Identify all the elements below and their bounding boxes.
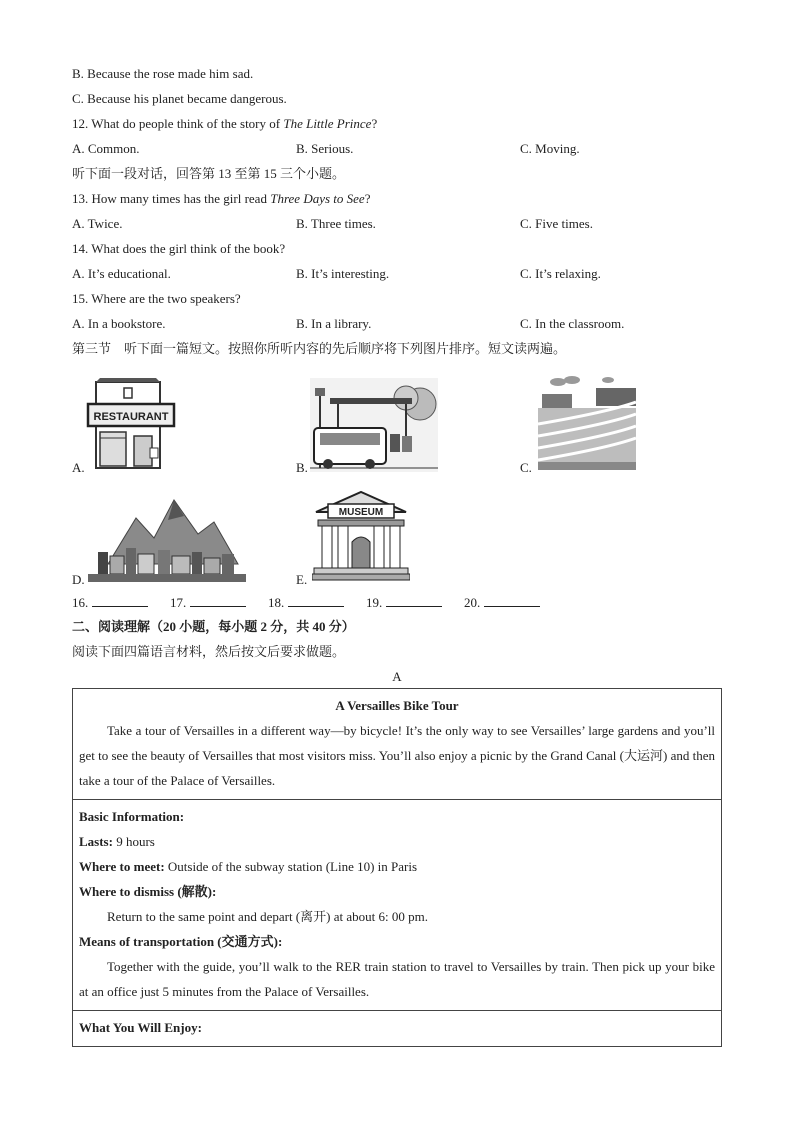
lasts-value: 9 hours <box>112 834 155 849</box>
question-13 <box>72 191 370 207</box>
q12-end: ? <box>371 116 378 131</box>
q13-option-a: A. Twice. <box>72 216 123 231</box>
dismiss-value: Return to the same point and depart (离开) at about 6: 00 pm. <box>107 909 428 924</box>
picture-c-label: C. <box>520 460 532 475</box>
instruction-13-15: 听下面一段对话，回答第 13 至第 15 三个小题。 <box>72 166 346 181</box>
meet-value: Outside of the subway station (Line 10) in Paris <box>164 859 418 874</box>
transport-label: Means of transportation (交通方式): <box>79 934 283 949</box>
lasts-label: Lasts: <box>79 834 113 849</box>
answer-blank-17[interactable] <box>170 594 246 611</box>
option-c-line: C. Because his planet became dangerous. <box>72 91 287 106</box>
picture-a-label: A. <box>72 460 85 475</box>
tour-info-table <box>72 688 722 1047</box>
question-12 <box>72 116 377 132</box>
q12-text: 12. What do people think of the story of <box>72 116 284 131</box>
museum-picture <box>312 490 410 582</box>
q13-title: Three Days to See <box>270 191 365 206</box>
q13-option-c: C. Five times. <box>520 216 593 231</box>
q13-option-b: B. Three times. <box>296 216 376 231</box>
answer-blank-20[interactable] <box>464 594 540 611</box>
tour-intro-cell <box>73 689 722 800</box>
enjoy-label: What You Will Enjoy: <box>79 1020 202 1035</box>
question-14: 14. What does the girl think of the book? <box>72 241 286 256</box>
tour-intro: Take a tour of Versailles in a different way—by bicycle! It’s the only way to see Versailles’ large gardens and you’ll get to see the beauty of Versailles that most visitors miss. You’ll also enjoy a picnic by the Grand Canal (大运河) and then take a tour of the Palace of Versailles. <box>79 723 715 788</box>
q13-end: ? <box>364 191 371 206</box>
part-2-instruction: 阅读下面四篇语言材料，然后按文后要求做题。 <box>72 644 346 659</box>
restaurant-sign: RESTAURANT <box>93 411 169 423</box>
option-b-line: B. Because the rose made him sad. <box>72 66 254 81</box>
q13-text: 13. How many times has the girl read <box>72 191 271 206</box>
q12-option-b: B. Serious. <box>296 141 354 156</box>
stadium-track-picture <box>538 374 636 470</box>
tour-enjoy-cell <box>73 1011 722 1047</box>
q14-option-c: C. It’s relaxing. <box>520 266 601 281</box>
dismiss-label: Where to dismiss (解散): <box>79 884 217 899</box>
answer-blank-18[interactable] <box>268 594 344 611</box>
question-15: 15. Where are the two speakers? <box>72 291 241 306</box>
transport-value: Together with the guide, you’ll walk to the RER train station to travel to Versailles by train. Then pick up your bike at an office just 5 minutes from the Palace of Versailles. <box>79 959 715 999</box>
bus-stop-picture <box>310 378 438 472</box>
blank-number: 20. <box>464 595 481 610</box>
q12-option-c: C. Moving. <box>520 141 580 156</box>
q15-option-c: C. In the classroom. <box>520 316 625 331</box>
blank-number: 19. <box>366 595 383 610</box>
section-3-instruction: 第三节 听下面一篇短文。按照你所听内容的先后顺序将下列图片排序。短文读两遍。 <box>72 341 567 356</box>
picture-b-label: B. <box>296 460 308 475</box>
museum-sign: MUSEUM <box>338 507 384 518</box>
tour-details-cell <box>73 800 722 1011</box>
q12-title: The Little Prince <box>283 116 372 131</box>
restaurant-picture <box>86 376 176 472</box>
q15-option-b: B. In a library. <box>296 316 372 331</box>
passage-label: A <box>392 669 402 684</box>
q12-option-a: A. Common. <box>72 141 140 156</box>
meet-label: Where to meet: <box>79 859 165 874</box>
mountain-town-picture <box>88 494 246 582</box>
q14-option-a: A. It’s educational. <box>72 266 171 281</box>
q15-option-a: A. In a bookstore. <box>72 316 166 331</box>
basic-info-label: Basic Information: <box>79 809 185 824</box>
part-2-heading: 二、阅读理解（20 小题，每小题 2 分，共 40 分） <box>72 619 355 634</box>
blank-number: 17. <box>170 595 187 610</box>
tour-title: A Versailles Bike Tour <box>335 698 459 713</box>
blank-number: 18. <box>268 595 285 610</box>
answer-blank-19[interactable] <box>366 594 442 611</box>
picture-e-label: E. <box>296 572 308 587</box>
answer-blank-16[interactable] <box>72 594 148 611</box>
q14-option-b: B. It’s interesting. <box>296 266 390 281</box>
blank-number: 16. <box>72 595 89 610</box>
picture-d-label: D. <box>72 572 85 587</box>
